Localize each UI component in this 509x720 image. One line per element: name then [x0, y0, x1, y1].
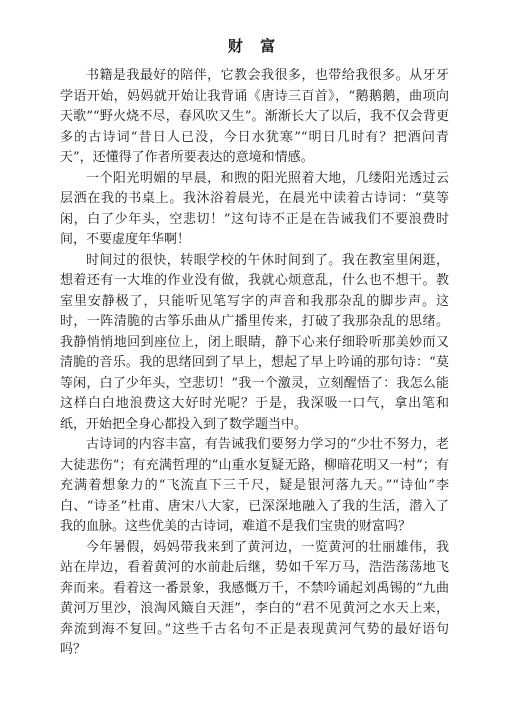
paragraph-5: 今年暑假，妈妈带我来到了黄河边，一览黄河的壮丽雄伟，我站在岸边，看着黄河的水前赴后继，势如千军万马，浩浩荡荡地飞奔而来。看着这一番景象，我感慨万千，不禁吟诵起刘禹锡的“九曲黄河万里沙，浪淘风簸自天涯”，李白的“君不见黄河之水天上来，奔流到海不复回。”这些千古名句不正是表现黄河气势的最好语句吗？ [60, 539, 449, 657]
paragraph-2: 一个阳光明媚的早晨，和煦的阳光照着大地，几缕阳光透过云层洒在我的书桌上。我沐浴着晨光，在晨光中读着古诗词：“莫等闲，白了少年头，空悲切！”这句诗不正是在告诫我们不要浪费时间，不要虚度年华啊！ [60, 170, 449, 247]
document-title: 财 富 [227, 37, 282, 55]
paragraph-1: 书籍是我最好的陪伴，它教会我很多，也带给我很多。从牙牙学语开始，妈妈就开始让我背诵《唐诗三百首》，“鹅鹅鹅，曲项向天歌”“野火烧不尽，春风吹又生”。渐渐长大了以后，我不仅会背更多的古诗词“昔日人已没，今日水犹寒”“明日几时有？把酒问青天”，还懂得了作者所要表达的意境和情感。 [60, 68, 449, 165]
paragraph-3: 时间过的很快，转眼学校的午休时间到了。我在教室里闲逛，想着还有一大堆的作业没有做，我就心烦意乱，什么也不想干。教室里安静极了，只能听见笔写字的声音和我那杂乱的脚步声。这时，一阵清脆的古筝乐曲从广播里传来，打破了我那杂乱的思绪。我静悄悄地回到座位上，闭上眼睛，静下心来仔细聆听那美妙而又清脆的音乐。我的思绪回到了早上，想起了早上吟诵的那句诗：“莫等闲，白了少年头，空悲切！”我一个激灵，立刻醒悟了：我怎么能这样白白地浪费这大好时光呢？于是，我深吸一口气，拿出笔和纸，开始把全身心都投入到了数学题当中。 [60, 252, 449, 432]
paragraph-4: 古诗词的内容丰富，有告诫我们要努力学习的“少壮不努力，老大徒悲伤”；有充满哲理的“山重水复疑无路，柳暗花明又一村”；有充满着想象力的“飞流直下三千尺，疑是银河落九天。”“诗仙”李白、“诗圣”杜甫、唐宋八大家，已深深地融入了我的生活，潜入了我的血脉。这些优美的古诗词，难道不是我们宝贵的财富吗？ [60, 437, 449, 534]
